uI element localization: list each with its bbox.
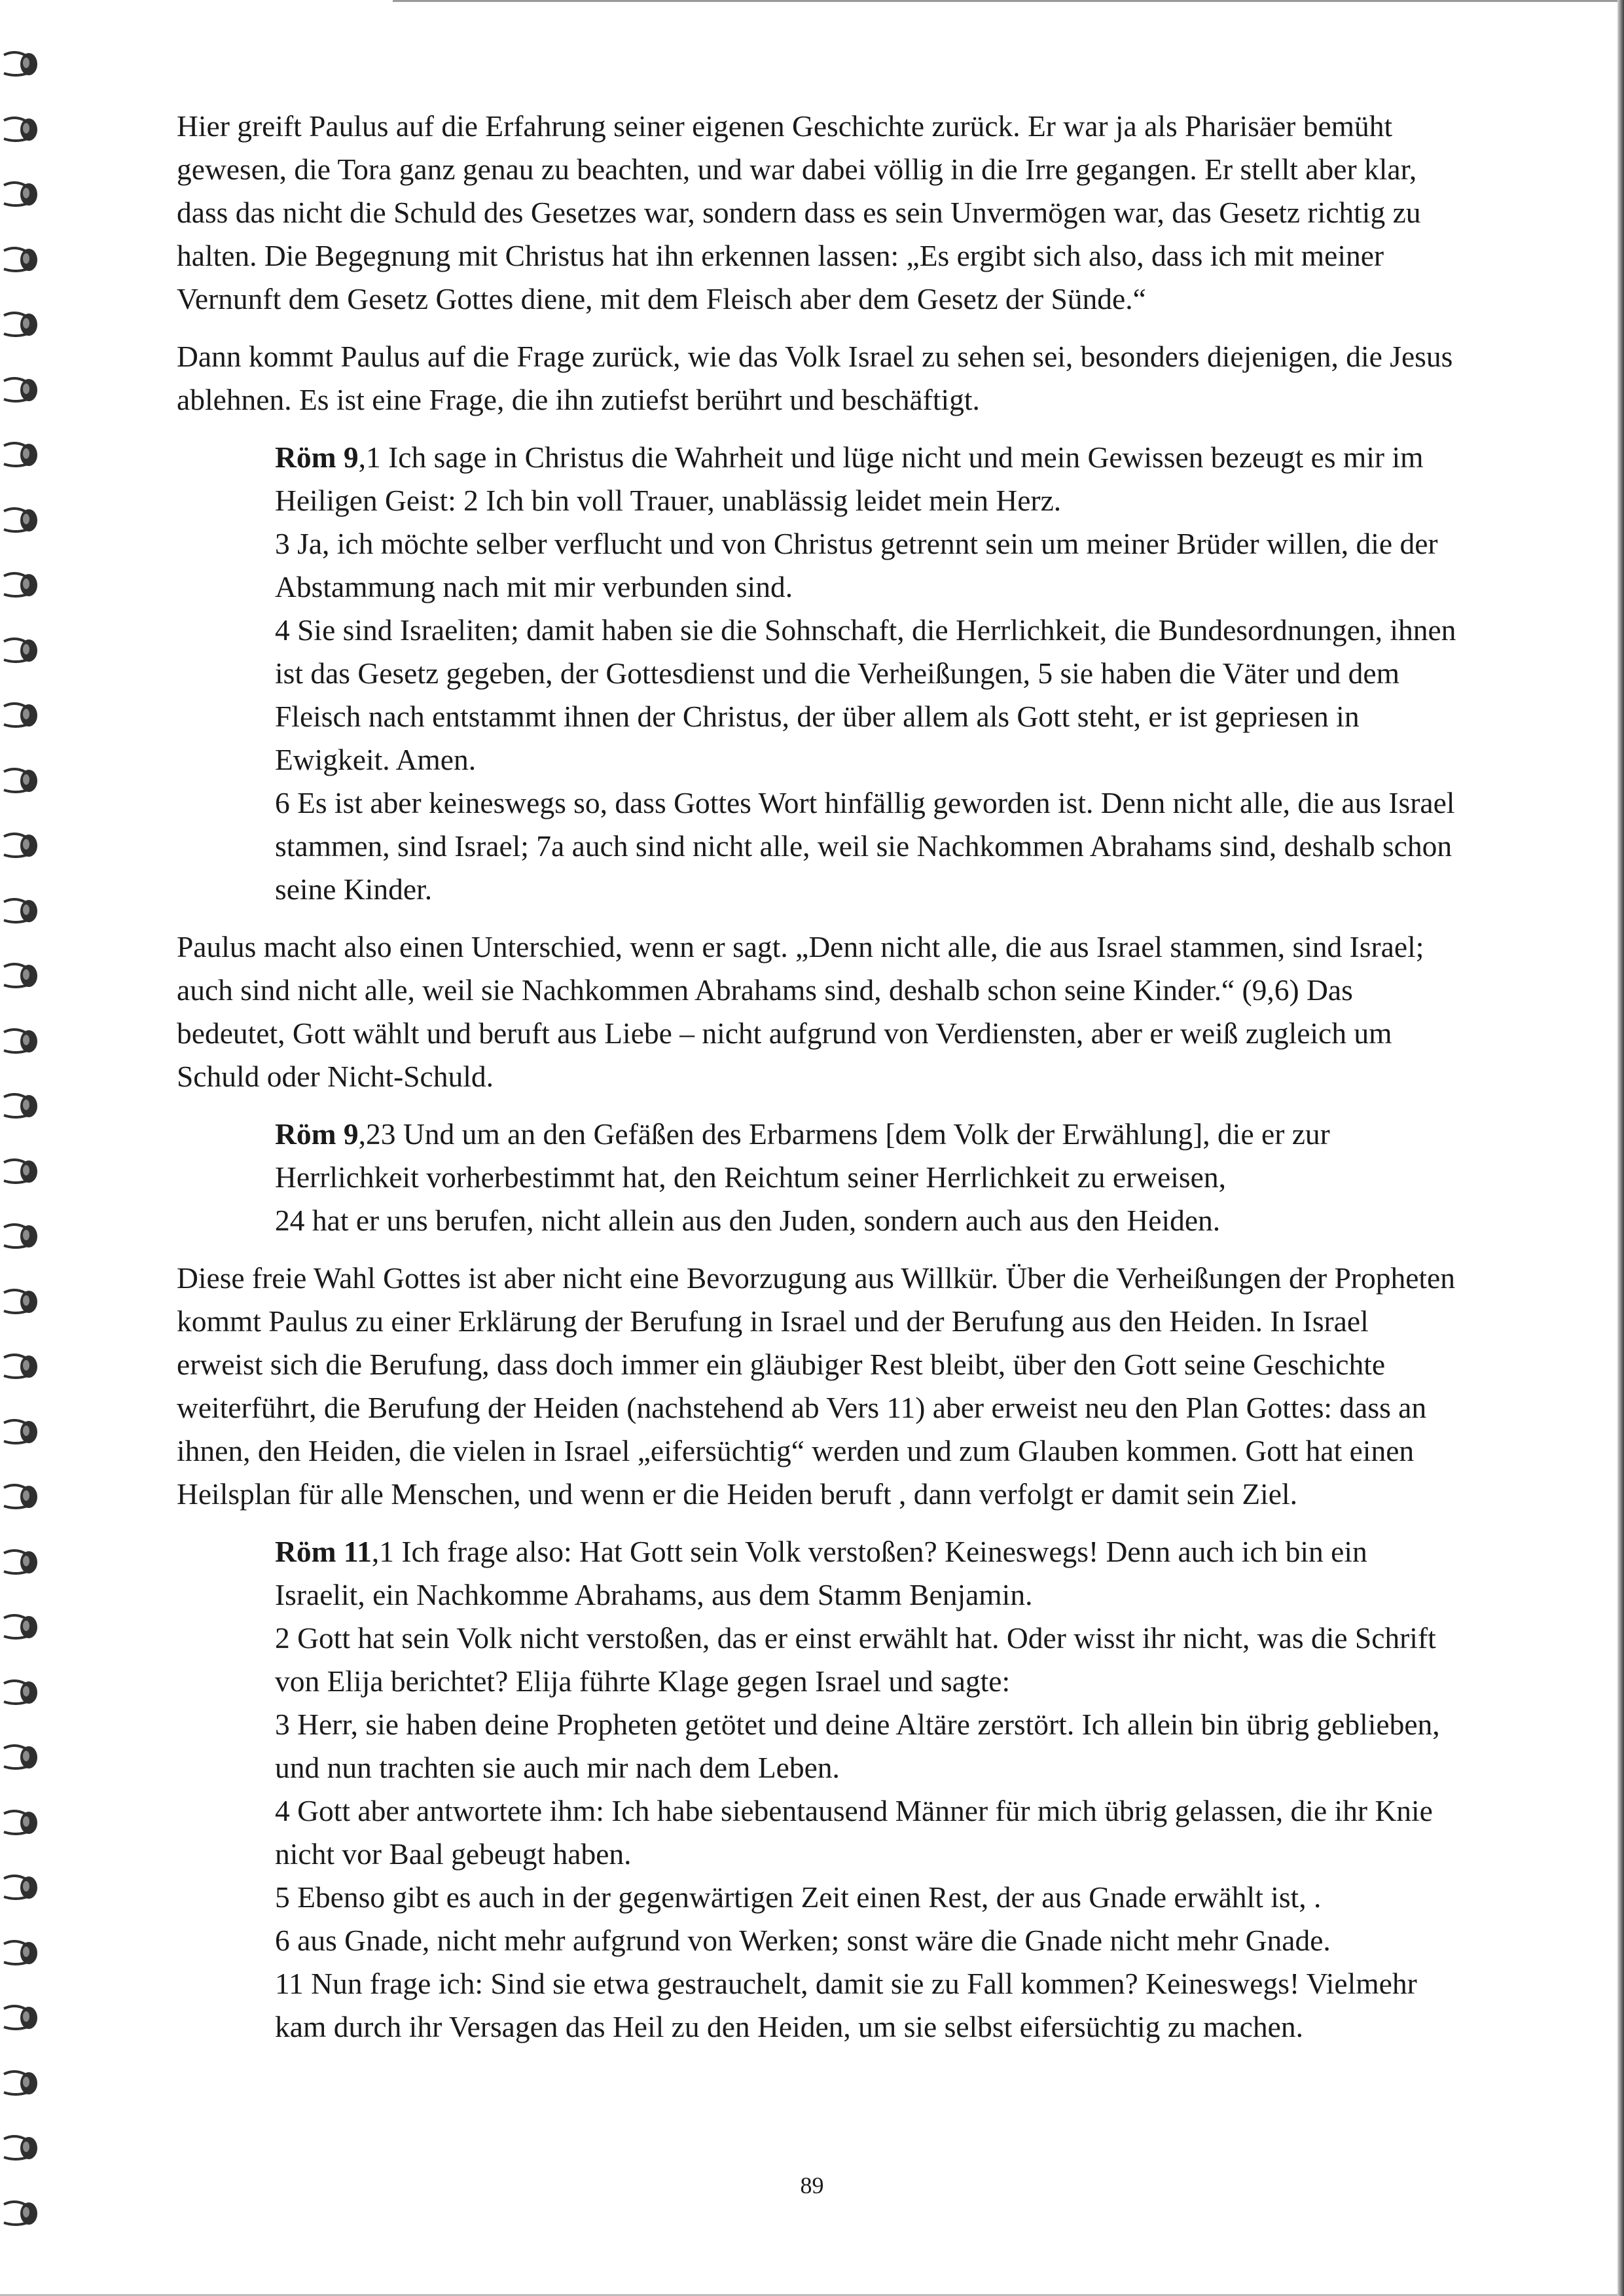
spiral-binding-ring-icon	[3, 1217, 42, 1253]
verse-line: 4 Gott aber antwortete ihm: Ich habe siebentausend Männer für mich übrig gelassen, die ihr Knie nicht vor Baal gebeugt haben.	[275, 1794, 1433, 1871]
verse-reference: Röm 9	[275, 440, 359, 474]
page-body	[177, 105, 1460, 2063]
verse-text: ,23 Und um an den Gefäßen des Erbarmens [dem Volk der Erwählung], die er zur Herrlichkeit vorherbestimmt hat, den Reichtum seiner Herrlichkeit zu erweisen,	[275, 1117, 1330, 1194]
spiral-binding-ring-icon	[3, 1086, 42, 1123]
spiral-binding-ring-icon	[3, 1152, 42, 1189]
spiral-binding-ring-icon	[3, 1738, 42, 1774]
spiral-binding-ring-icon	[3, 45, 42, 81]
paragraph-1: Hier greift Paulus auf die Erfahrung seiner eigenen Geschichte zurück. Er war ja als Pharisäer bemüht gewesen, die Tora ganz genau zu beachten, und war dabei völlig in die Irre gegangen. Er stellt aber klar, dass das nicht die Schuld des Gesetzes war, sondern dass es sein Unvermögen war, das Gesetz richtig zu halten. Die Begegnung mit Christus hat ihn erkennen lassen: „Es ergibt sich also, dass ich mit meiner Vernunft dem Gesetz Gottes diene, mit dem Fleisch aber dem Gesetz der Sünde.“	[177, 109, 1421, 315]
verse-text: ,1 Ich frage also: Hat Gott sein Volk verstoßen? Keineswegs! Denn auch ich bin ein Israelit, ein Nachkomme Abrahams, aus dem Stamm Benjamin.	[275, 1535, 1367, 1611]
spiral-binding-ring-icon	[3, 1868, 42, 1905]
spiral-binding	[0, 0, 52, 2296]
spiral-binding-ring-icon	[3, 761, 42, 798]
verse-line: 3 Herr, sie haben deine Propheten getötet und deine Altäre zerstört. Ich allein bin übrig geblieben, und nun trachten sie auch mir nach dem Leben.	[275, 1708, 1440, 1784]
spiral-binding-ring-icon	[3, 501, 42, 537]
paragraph-4: Diese freie Wahl Gottes ist aber nicht eine Bevorzugung aus Willkür. Über die Verheißungen der Propheten kommt Paulus zu einer Erklärung der Berufung in Israel und der Berufung aus den Heiden. In Israel erweist sich die Berufung, dass doch immer ein gläubiger Rest bleibt, über den Gott seine Geschichte weiterführt, die Berufung der Heiden (nachstehend ab Vers 11) aber erweist neu den Plan Gottes: dass an ihnen, den Heiden, die vielen in Israel „eifersüchtig“ werden und zum Glauben kommen. Gott hat einen Heilsplan für alle Menschen, und wenn er die Heiden beruft , dann verfolgt er damit sein Ziel.	[177, 1261, 1455, 1511]
spiral-binding-ring-icon	[3, 1673, 42, 1710]
spiral-binding-ring-icon	[3, 2064, 42, 2100]
spiral-binding-ring-icon	[3, 1998, 42, 2035]
spiral-binding-ring-icon	[3, 826, 42, 863]
spiral-binding-ring-icon	[3, 1282, 42, 1319]
verse-line	[275, 1113, 1460, 1199]
scan-edge-top	[393, 0, 1617, 2]
paragraph-3: Paulus macht also einen Unterschied, wenn er sagt. „Denn nicht alle, die aus Israel stammen, sind Israel; auch sind nicht alle, weil sie Nachkommen Abrahams sind, deshalb schon seine Kinder.“ (9,6) Das bedeutet, Gott wählt und beruft aus Liebe – nicht aufgrund von Verdiensten, aber er weiß zugleich um Schuld oder Nicht-Schuld.	[177, 930, 1424, 1093]
spiral-binding-ring-icon	[3, 1022, 42, 1058]
spiral-binding-ring-icon	[3, 110, 42, 147]
spiral-binding-ring-icon	[3, 891, 42, 928]
scan-edge-right	[1617, 0, 1624, 2296]
page-number: 89	[800, 2172, 824, 2198]
scripture-quote-rom-9-23	[275, 1113, 1460, 1242]
spiral-binding-ring-icon	[3, 2128, 42, 2165]
verse-line: 6 Es ist aber keineswegs so, dass Gottes Wort hinfällig geworden ist. Denn nicht alle, die aus Israel stammen, sind Israel; 7a auch sind nicht alle, weil sie Nachkommen Abrahams sind, deshalb schon seine Kinder.	[275, 786, 1455, 906]
spiral-binding-ring-icon	[3, 240, 42, 277]
spiral-binding-ring-icon	[3, 1933, 42, 1970]
spiral-binding-ring-icon	[3, 175, 42, 211]
verse-line: 11 Nun frage ich: Sind sie etwa gestrauchelt, damit sie zu Fall kommen? Keineswegs! Vielmehr kam durch ihr Versagen das Heil zu den Heiden, um sie selbst eifersüchtig zu machen.	[275, 1967, 1417, 2043]
verse-line: 2 Gott hat sein Volk nicht verstoßen, das er einst erwählt hat. Oder wisst ihr nicht, was die Schrift von Elija berichtet? Elija führte Klage gegen Israel und sagte:	[275, 1621, 1436, 1698]
spiral-binding-ring-icon	[3, 1803, 42, 1840]
spiral-binding-ring-icon	[3, 1543, 42, 1579]
spiral-binding-ring-icon	[3, 1347, 42, 1384]
verse-line	[275, 436, 1460, 522]
paragraph-2: Dann kommt Paulus auf die Frage zurück, wie das Volk Israel zu sehen sei, besonders diejenigen, die Jesus ablehnen. Es ist eine Frage, die ihn zutiefst berührt und beschäftigt.	[177, 340, 1453, 416]
spiral-binding-ring-icon	[3, 696, 42, 732]
spiral-binding-ring-icon	[3, 631, 42, 668]
spiral-binding-ring-icon	[3, 1412, 42, 1449]
verse-line	[275, 1530, 1460, 1617]
verse-reference: Röm 9	[275, 1117, 359, 1151]
verse-line: 4 Sie sind Israeliten; damit haben sie die Sohnschaft, die Herrlichkeit, die Bundesordnungen, ihnen ist das Gesetz gegeben, der Gottesdienst und die Verheißungen, 5 sie haben die Väter und dem Fleisch nach entstammt ihnen der Christus, der über allem als Gott steht, er ist gepriesen in Ewigkeit. Amen.	[275, 613, 1456, 776]
spiral-binding-ring-icon	[3, 1607, 42, 1644]
verse-line: 5 Ebenso gibt es auch in der gegenwärtigen Zeit einen Rest, der aus Gnade erwählt ist, .	[275, 1880, 1322, 1914]
verse-reference: Röm 11	[275, 1535, 372, 1568]
scripture-quote-rom-11	[275, 1530, 1460, 2049]
verse-line: 24 hat er uns berufen, nicht allein aus den Juden, sondern auch aus den Heiden.	[275, 1204, 1221, 1237]
spiral-binding-ring-icon	[3, 1477, 42, 1514]
verse-line: 6 aus Gnade, nicht mehr aufgrund von Werken; sonst wäre die Gnade nicht mehr Gnade.	[275, 1924, 1331, 1957]
scripture-quote-rom-9-1	[275, 436, 1460, 911]
spiral-binding-ring-icon	[3, 565, 42, 602]
spiral-binding-ring-icon	[3, 956, 42, 993]
spiral-binding-ring-icon	[3, 370, 42, 407]
spiral-binding-ring-icon	[3, 305, 42, 342]
spiral-binding-ring-icon	[3, 435, 42, 472]
verse-line: 3 Ja, ich möchte selber verflucht und von Christus getrennt sein um meiner Brüder willen, die der Abstammung nach mit mir verbunden sind.	[275, 527, 1438, 603]
verse-text: ,1 Ich sage in Christus die Wahrheit und lüge nicht und mein Gewissen bezeugt es mir im Heiligen Geist: 2 Ich bin voll Trauer, unablässig leidet mein Herz.	[275, 440, 1424, 517]
